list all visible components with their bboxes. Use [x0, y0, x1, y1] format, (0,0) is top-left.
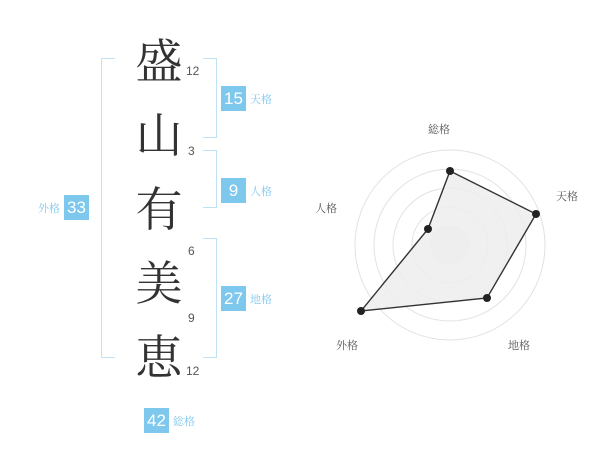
chikaku-value: 27	[221, 286, 246, 311]
radar-data-polygon	[361, 171, 536, 311]
chikaku-bracket	[203, 238, 217, 358]
soukaku-value: 42	[144, 408, 169, 433]
name-panel	[0, 0, 300, 470]
chikaku-badge	[221, 286, 272, 311]
soukaku-badge	[144, 408, 195, 433]
stroke-count-1: 12	[186, 64, 200, 78]
gaikaku-badge	[38, 195, 89, 220]
stroke-count-3: 6	[188, 244, 195, 258]
gaikaku-value: 33	[64, 195, 89, 220]
radar-axis-label-chikaku: 地格	[508, 340, 530, 352]
stroke-count-2: 3	[188, 144, 195, 158]
chikaku-label: 地格	[250, 293, 272, 306]
radar-chart	[300, 0, 600, 470]
soukaku-label: 総格	[173, 415, 195, 428]
stroke-count-4: 9	[188, 311, 195, 325]
radar-axis-label-tenkaku: 天格	[556, 191, 578, 203]
jinkaku-label: 人格	[250, 185, 272, 198]
gaikaku-bracket	[101, 58, 115, 358]
jinkaku-value: 9	[221, 178, 246, 203]
kanji-3: 有	[135, 183, 183, 238]
kanji-5: 恵	[135, 331, 183, 386]
radar-axis-label-gaikaku: 外格	[336, 340, 358, 352]
jinkaku-bracket	[203, 150, 217, 208]
kanji-2: 山	[135, 109, 183, 164]
radar-svg	[300, 0, 600, 470]
kanji-4: 美	[135, 257, 183, 312]
stroke-count-5: 12	[186, 364, 200, 378]
kanji-column	[128, 26, 190, 396]
gaikaku-label: 外格	[38, 202, 60, 215]
radar-axis-label-soukaku: 総格	[428, 124, 450, 136]
jinkaku-badge	[221, 178, 272, 203]
tenkaku-value: 15	[221, 86, 246, 111]
tenkaku-badge	[221, 86, 272, 111]
kanji-1: 盛	[135, 35, 183, 90]
radar-axis-label-jinkaku: 人格	[315, 203, 337, 215]
tenkaku-bracket	[203, 58, 217, 138]
tenkaku-label: 天格	[250, 93, 272, 106]
